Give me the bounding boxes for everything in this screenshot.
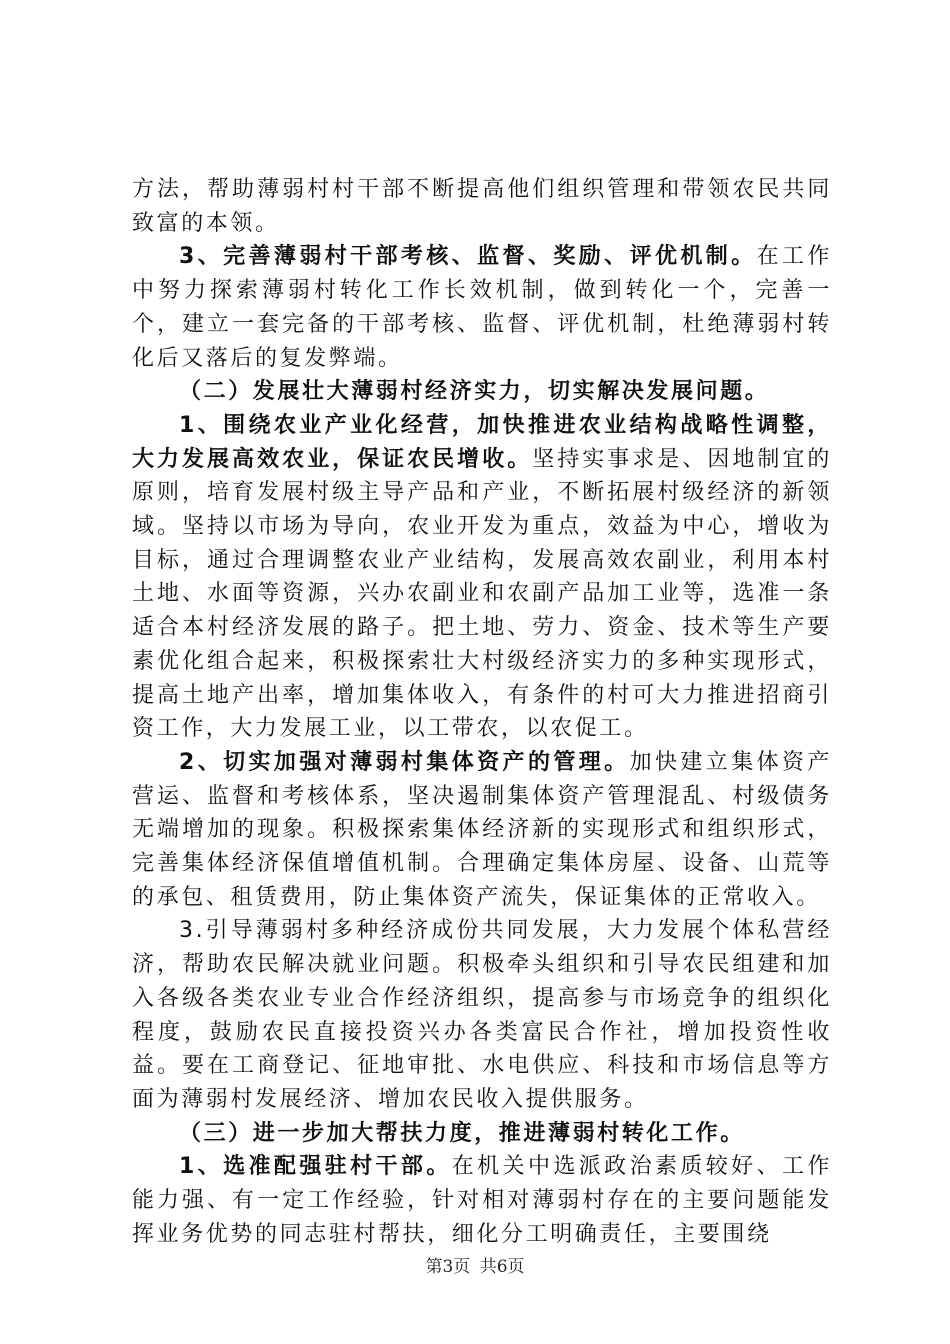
paragraph-item-1-cadres xyxy=(132,1150,832,1251)
paragraph-item-2-assets xyxy=(132,746,832,915)
paragraph-lead: 3、完善薄弱村干部考核、监督、奖励、评优机制。 xyxy=(179,244,757,270)
section-heading-3: （三）进一步加大帮扶力度，推进薄弱村转化工作。 xyxy=(179,1120,745,1146)
document-body xyxy=(132,173,832,1252)
paragraph-item-1-agriculture xyxy=(132,409,832,746)
paragraph-continued xyxy=(132,173,832,240)
paragraph-text: 坚持实事求是、因地制宜的原则，培育发展村级主导产品和产业，不断拓展村级经济的新领域。坚持以市场为导向，农业开发为重点，效益为中心，增收为目标，通过合理调整农业产业结构，发展高效农副业，利用本村土地、水面等资源，兴办农副业和农副产品加工业等，选准一条适合本村经济发展的路子。把土地、劳力、资金、技术等生产要素优化组合起来，积极探索壮大村级经济实力的多种实现形式，提高土地产出率，增加集体收入，有条件的村可大力推进招商引资工作，大力发展工业，以工带农，以农促工。 xyxy=(132,446,832,742)
paragraph-text: 加快建立集体资产营运、监督和考核体系，坚决遏制集体资产管理混乱、村级债务无端增加的现象。积极探索集体经济新的实现形式和组织形式，完善集体经济保值增值机制。合理确定集体房屋、设备、山荒等的承包、租赁费用，防止集体资产流失，保证集体的正常收入。 xyxy=(132,749,833,910)
section-heading-2: （二）发展壮大薄弱村经济实力，切实解决发展问题。 xyxy=(179,379,770,405)
paragraph-lead: 1、围绕农业产业化经营，加快推进农业结构战略性调整，大力发展高效农业，保证农民增收。 xyxy=(132,412,832,472)
page-total: 共6页 xyxy=(479,1257,525,1277)
paragraph-lead: 1、选准配强驻村干部。 xyxy=(179,1154,452,1180)
paragraph-text: 3.引导薄弱村多种经济成份共同发展，大力发展个体私营经济，帮助农民解决就业问题。积极牵头组织和引导农民组建和加入各级各类农业专业合作经济组织，提高参与市场竞争的组织化程度，鼓励农民直接投资兴办各类富民合作社，增加投资性收益。要在工商登记、征地审批、水电供应、科技和市场信息等方面为薄弱村发展经济、增加农民收入提供服务。 xyxy=(132,918,832,1112)
paragraph-text: 在机关中选派政治素质较好、工作能力强、有一定工作经验，针对相对薄弱村存在的主要问题能发挥业务优势的同志驻村帮扶，细化分工明确责任，主要围绕 xyxy=(132,1154,832,1247)
paragraph-text: 在工作中努力探索薄弱村转化工作长效机制，做到转化一个，完善一个，建立一套完备的干部考核、监督、评优机制，杜绝薄弱村转化后又落后的复发弊端。 xyxy=(132,244,833,371)
paragraph-lead: 2、切实加强对薄弱村集体资产的管理。 xyxy=(179,749,630,775)
paragraph-item-3-mechanism xyxy=(132,240,832,375)
paragraph-text: 方法，帮助薄弱村村干部不断提高他们组织管理和带领农民共同致富的本领。 xyxy=(132,177,832,236)
page-footer xyxy=(0,1252,950,1277)
paragraph-item-3-private xyxy=(132,914,832,1116)
page-number: 第3页 xyxy=(425,1257,471,1277)
